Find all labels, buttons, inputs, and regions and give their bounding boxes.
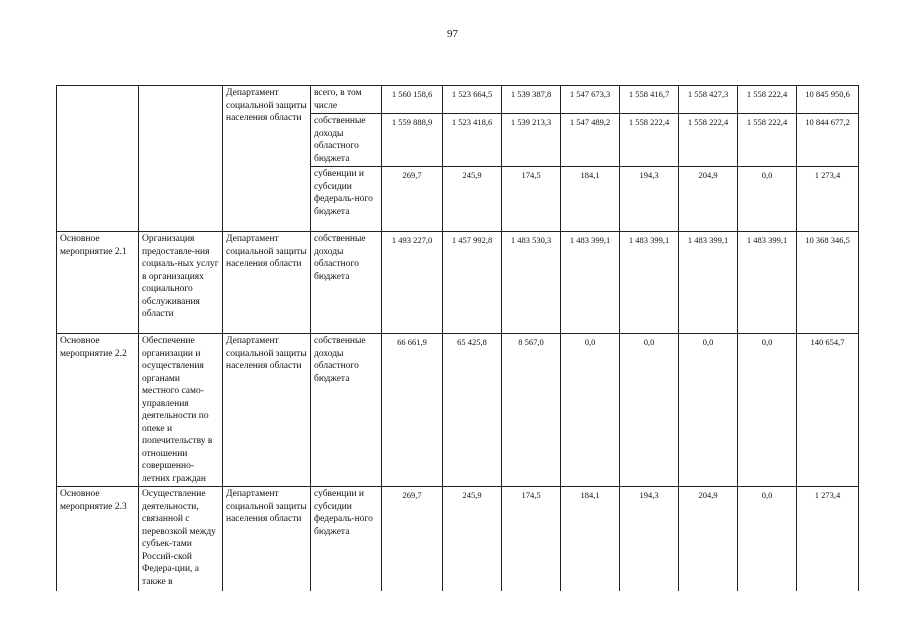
- value-cell: 10 368 346,5: [797, 232, 859, 334]
- value-cell: 269,7: [382, 167, 443, 232]
- event-cell: [57, 86, 139, 232]
- value-cell: 1 457 992,8: [443, 232, 502, 334]
- value-cell: 245,9: [443, 167, 502, 232]
- table-row: [57, 334, 859, 487]
- value-cell: 1 273,4: [797, 487, 859, 591]
- value-cell: 1 539 213,3: [502, 114, 561, 167]
- value-cell: 140 654,7: [797, 334, 859, 487]
- value-cell: 204,9: [679, 167, 738, 232]
- source-cell: всего, в том числе: [311, 86, 382, 114]
- value-cell: 1 559 888,9: [382, 114, 443, 167]
- executor-cell: Департамент социальной защиты населения области: [223, 86, 311, 232]
- value-cell: 1 560 158,6: [382, 86, 443, 114]
- page-number: 97: [447, 28, 458, 40]
- value-cell: 1 558 222,4: [679, 114, 738, 167]
- value-cell: 1 558 427,3: [679, 86, 738, 114]
- value-cell: 1 523 664,5: [443, 86, 502, 114]
- value-cell: 1 493 227,0: [382, 232, 443, 334]
- value-cell: 1 547 489,2: [561, 114, 620, 167]
- event-cell: Основное мероприятие 2.1: [57, 232, 139, 334]
- value-cell: 174,5: [502, 487, 561, 591]
- event-cell: Основное мероприятие 2.3: [57, 487, 139, 591]
- value-cell: 1 558 222,4: [620, 114, 679, 167]
- name-cell: Обеспечение организации и осуществления органами местного само-управления деятельности по опеке и попечительству в отношении совершенно-летних граждан: [139, 334, 223, 487]
- source-cell: субвенции и субсидии федераль-ного бюджета: [311, 487, 382, 591]
- value-cell: 194,3: [620, 487, 679, 591]
- value-cell: 1 547 673,3: [561, 86, 620, 114]
- value-cell: 194,3: [620, 167, 679, 232]
- value-cell: 204,9: [679, 487, 738, 591]
- value-cell: 1 539 387,8: [502, 86, 561, 114]
- source-cell: субвенции и субсидии федераль-ного бюджета: [311, 167, 382, 232]
- value-cell: 0,0: [620, 334, 679, 487]
- value-cell: 1 523 418,6: [443, 114, 502, 167]
- value-cell: 8 567,0: [502, 334, 561, 487]
- value-cell: 66 661,9: [382, 334, 443, 487]
- value-cell: 269,7: [382, 487, 443, 591]
- source-cell: собственные доходы областного бюджета: [311, 114, 382, 167]
- value-cell: 10 844 677,2: [797, 114, 859, 167]
- executor-cell: Департамент социальной защиты населения области: [223, 487, 311, 591]
- value-cell: 1 483 399,1: [738, 232, 797, 334]
- value-cell: 1 558 222,4: [738, 114, 797, 167]
- budget-table: [56, 85, 859, 591]
- value-cell: 1 483 399,1: [561, 232, 620, 334]
- value-cell: 1 483 399,1: [620, 232, 679, 334]
- value-cell: 1 558 222,4: [738, 86, 797, 114]
- value-cell: 65 425,8: [443, 334, 502, 487]
- executor-cell: Департамент социальной защиты населения области: [223, 334, 311, 487]
- value-cell: 184,1: [561, 487, 620, 591]
- value-cell: 0,0: [679, 334, 738, 487]
- value-cell: 0,0: [561, 334, 620, 487]
- value-cell: 0,0: [738, 167, 797, 232]
- table-row: [57, 232, 859, 334]
- value-cell: 184,1: [561, 167, 620, 232]
- table-row: [57, 487, 859, 591]
- name-cell: Организация предоставле-ния социаль-ных услуг в организациях социального обслуживания области: [139, 232, 223, 334]
- value-cell: 10 845 950,6: [797, 86, 859, 114]
- source-cell: собственные доходы областного бюджета: [311, 232, 382, 334]
- value-cell: 245,9: [443, 487, 502, 591]
- value-cell: 0,0: [738, 334, 797, 487]
- table-row: [57, 86, 859, 114]
- executor-cell: Департамент социальной защиты населения области: [223, 232, 311, 334]
- value-cell: 1 558 416,7: [620, 86, 679, 114]
- value-cell: 1 483 530,3: [502, 232, 561, 334]
- value-cell: 0,0: [738, 487, 797, 591]
- name-cell: Осуществление деятельности, связанной с перевозкой между субъек-тами Россий-ской Федера-ции, а также в: [139, 487, 223, 591]
- name-cell: [139, 86, 223, 232]
- value-cell: 1 483 399,1: [679, 232, 738, 334]
- value-cell: 174,5: [502, 167, 561, 232]
- event-cell: Основное мероприятие 2.2: [57, 334, 139, 487]
- value-cell: 1 273,4: [797, 167, 859, 232]
- source-cell: собственные доходы областного бюджета: [311, 334, 382, 487]
